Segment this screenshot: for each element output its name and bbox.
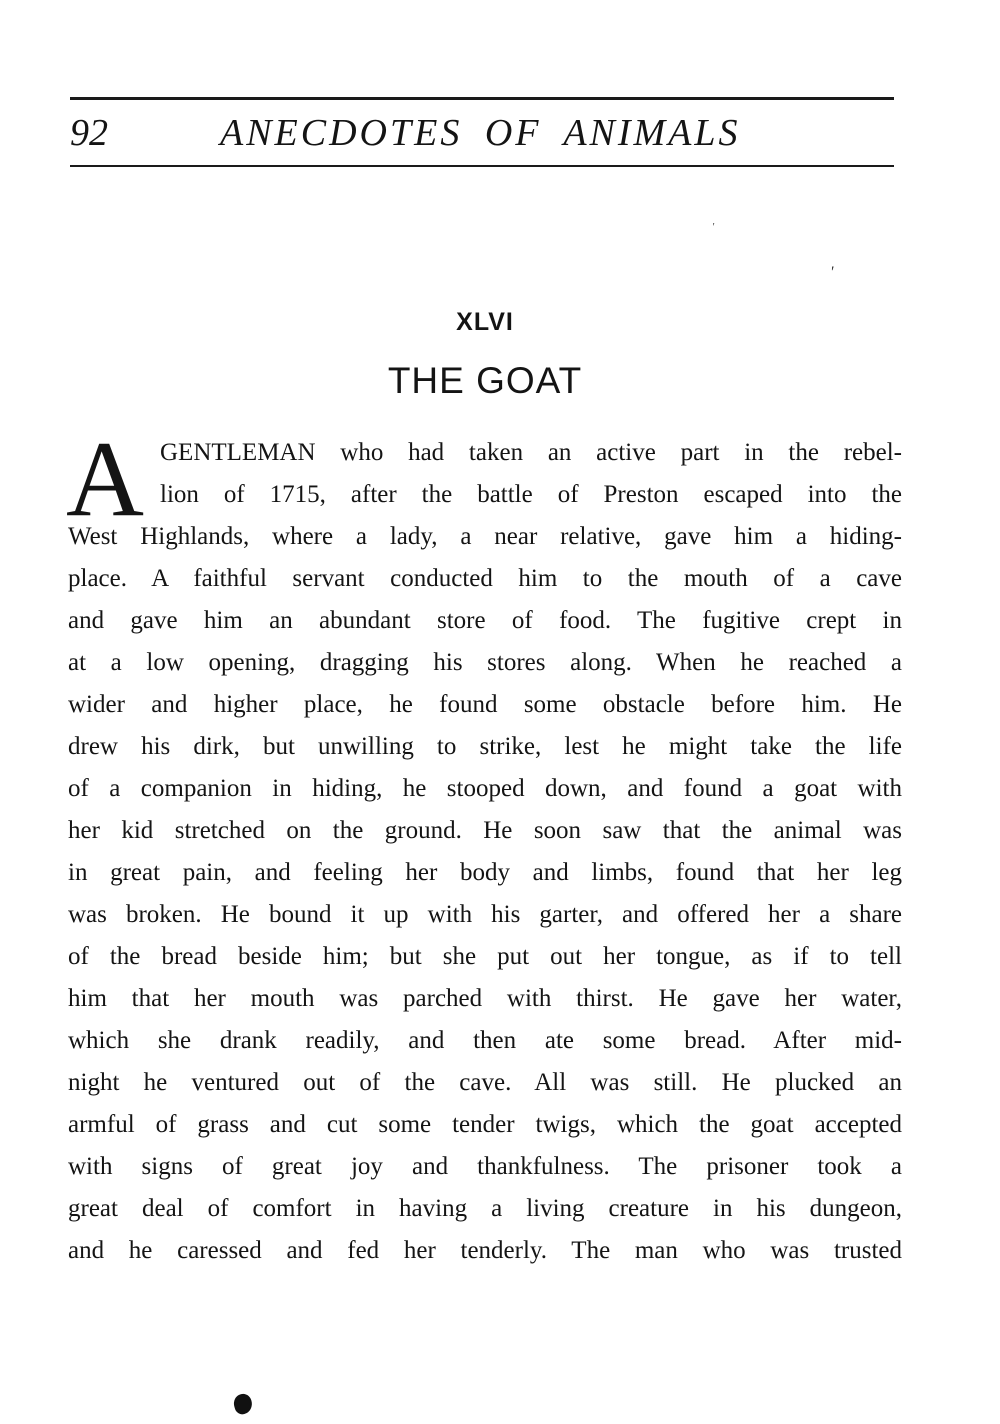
drop-cap: A bbox=[66, 420, 144, 539]
text-line: him that her mouth was parched with thirst. He gave her water, bbox=[68, 985, 902, 1012]
header-bottom-rule bbox=[70, 165, 894, 167]
text-line: night he ventured out of the cave. All was still. He plucked an bbox=[68, 1069, 902, 1096]
text-line: place. A faithful servant conducted him to the mouth of a cave bbox=[68, 565, 902, 592]
text-line: which she drank readily, and then ate some bread. After mid- bbox=[68, 1027, 902, 1054]
stray-mark: ' bbox=[830, 264, 834, 281]
header-top-rule bbox=[70, 97, 894, 100]
text-line: GENTLEMAN who had taken an active part in the rebel- bbox=[160, 439, 902, 466]
text-line: in great pain, and feeling her body and limbs, found that her leg bbox=[68, 859, 902, 886]
text-line: armful of grass and cut some tender twigs, which the goat accepted bbox=[68, 1111, 902, 1138]
stray-mark: ' bbox=[712, 222, 715, 233]
page-number: 92 bbox=[70, 112, 108, 154]
text-line: great deal of comfort in having a living creature in his dungeon, bbox=[68, 1195, 902, 1222]
chapter-number: XLVI bbox=[456, 308, 514, 336]
text-line: and gave him an abundant store of food. The fugitive crept in bbox=[68, 607, 902, 634]
text-line: at a low opening, dragging his stores along. When he reached a bbox=[68, 649, 902, 676]
text-line: with signs of great joy and thankfulness. The prisoner took a bbox=[68, 1153, 902, 1180]
text-line: of a companion in hiding, he stooped down, and found a goat with bbox=[68, 775, 902, 802]
text-line: wider and higher place, he found some obstacle before him. He bbox=[68, 691, 902, 718]
ink-blot bbox=[232, 1392, 255, 1416]
text-line: drew his dirk, but unwilling to strike, lest he might take the life bbox=[68, 733, 902, 760]
text-line: West Highlands, where a lady, a near relative, gave him a hiding- bbox=[68, 523, 902, 550]
text-line: was broken. He bound it up with his garter, and offered her a share bbox=[68, 901, 902, 928]
text-line: her kid stretched on the ground. He soon saw that the animal was bbox=[68, 817, 902, 844]
text-line: and he caressed and fed her tenderly. The man who was trusted bbox=[68, 1237, 902, 1264]
running-head: ANECDOTES OF ANIMALS bbox=[220, 112, 741, 154]
text-line: lion of 1715, after the battle of Preston escaped into the bbox=[160, 481, 902, 508]
chapter-title: THE GOAT bbox=[387, 360, 583, 401]
text-line: of the bread beside him; but she put out her tongue, as if to tell bbox=[68, 943, 902, 970]
